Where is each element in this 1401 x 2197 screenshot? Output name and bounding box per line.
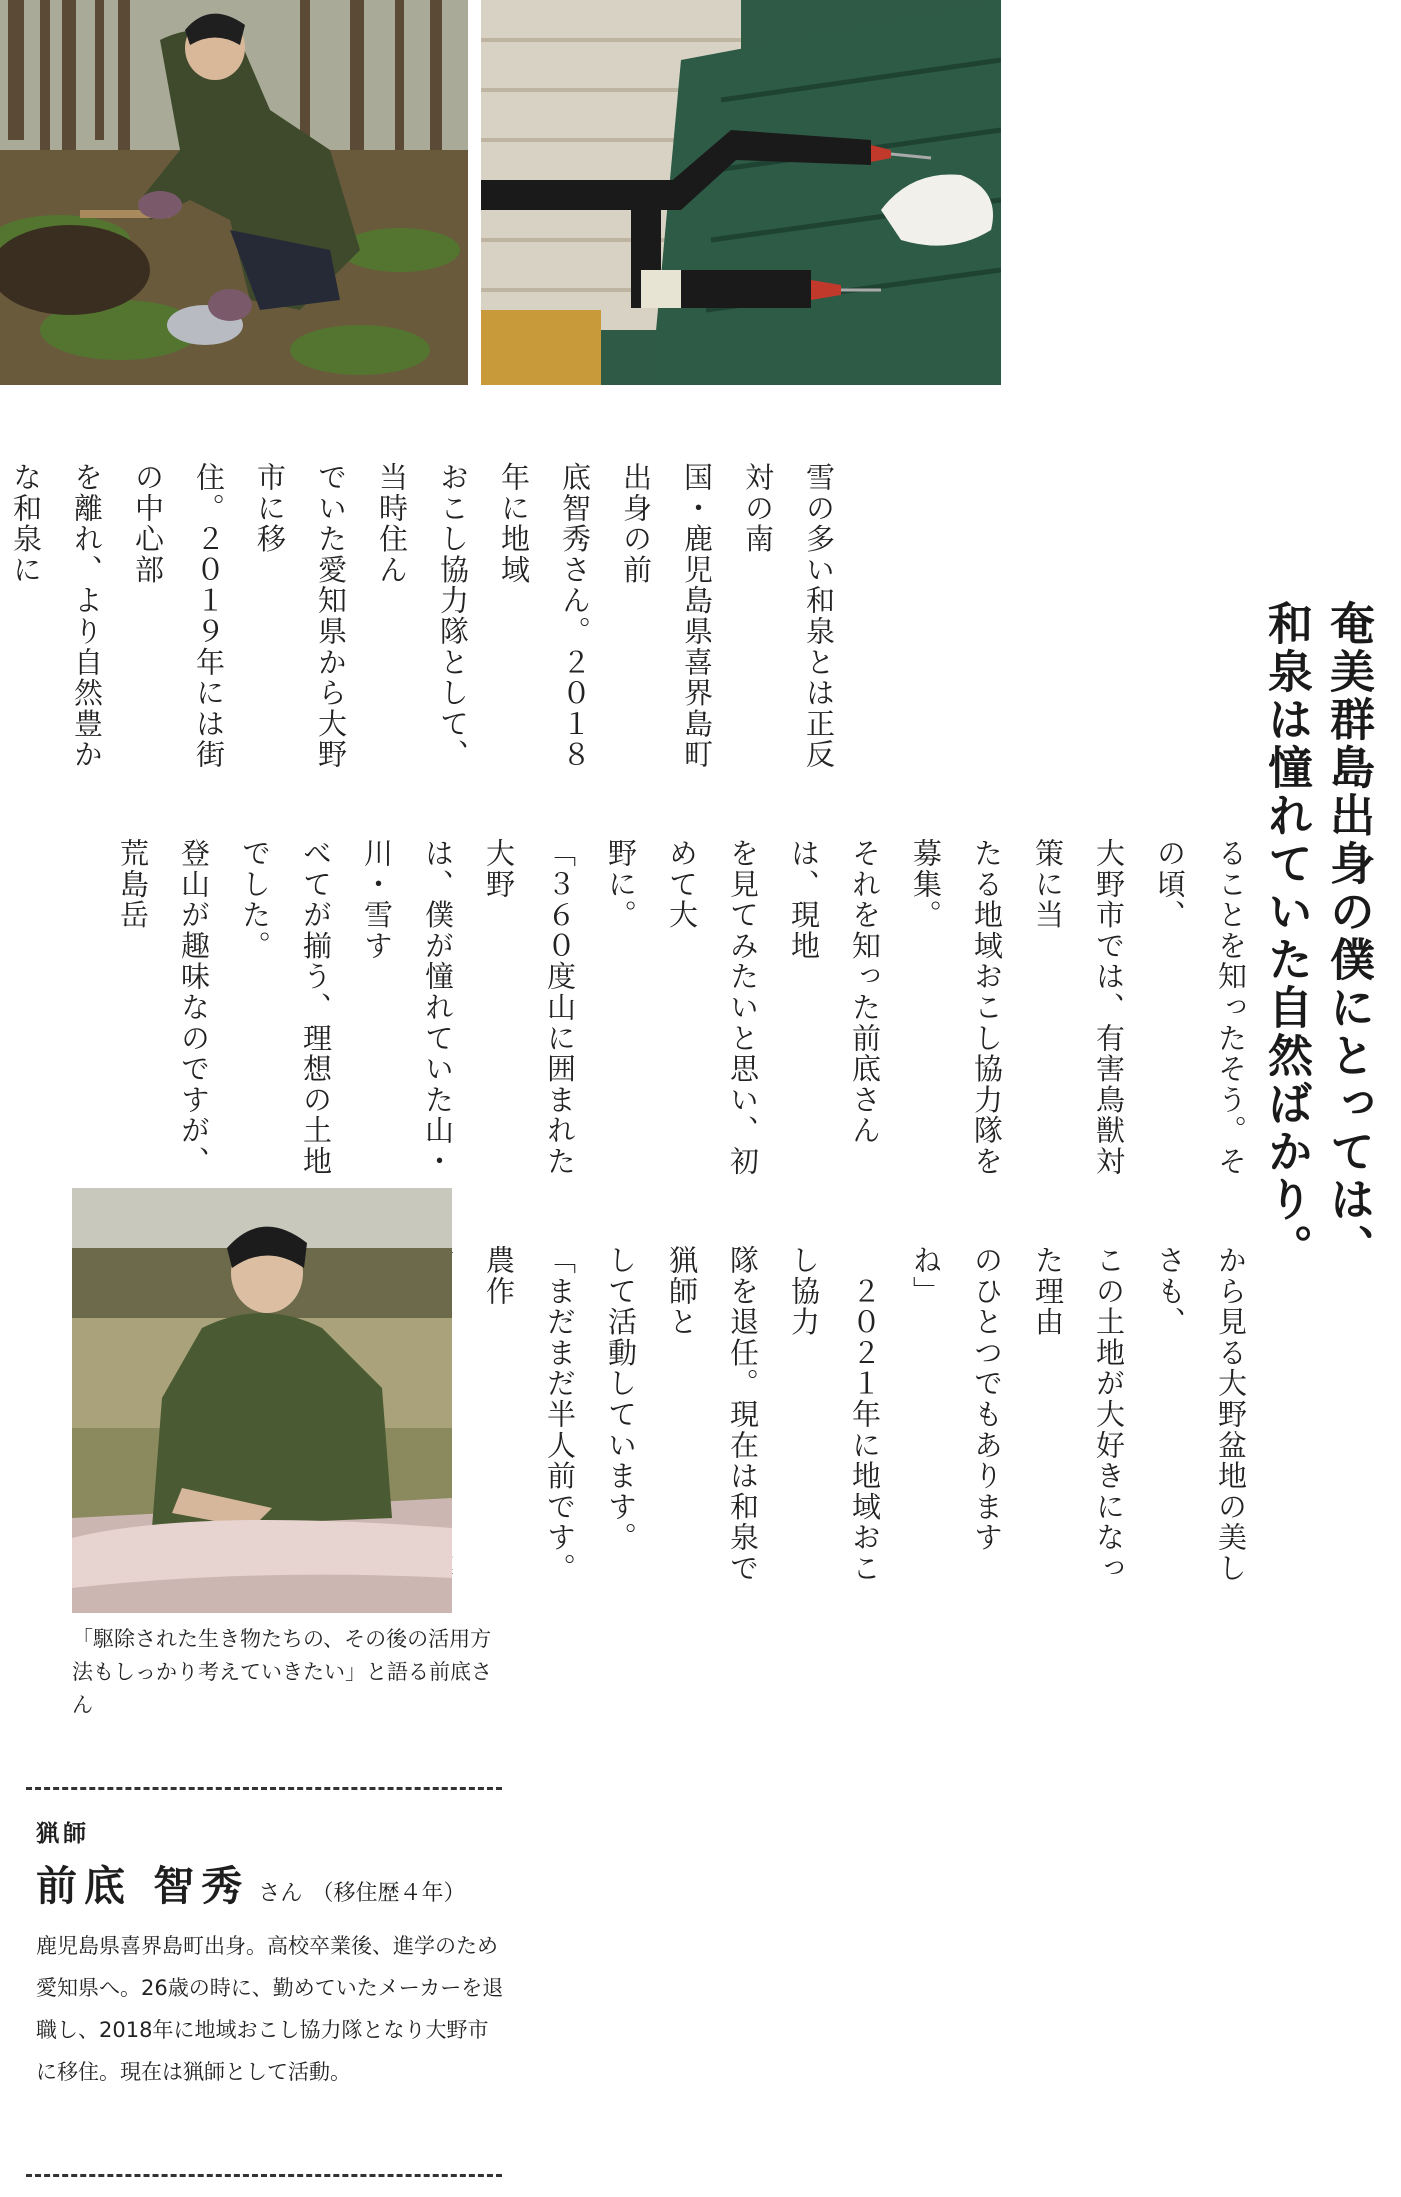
profile-name-row bbox=[36, 1853, 466, 1912]
profile-bio: 鹿児島県喜界島町出身。高校卒業後、進学のため愛知県へ。26歳の時に、勤めていたメーカーを退職し、2018年に地域おこし協力隊となり大野市に移住。現在は猟師として活動。 bbox=[36, 1934, 504, 2084]
body-block-1 bbox=[0, 462, 849, 792]
headline bbox=[1255, 600, 1379, 1272]
body-text-2: ることを知ったそう。その頃、 大野市では、有害鳥獣対策に当 たる地域おこし協力隊を募集。 それを知った前底さんは、現地 を見てみたいと思い、初めて大 野に。 「３６０度山に囲まれた大野 は、僕が憧れていた山・川・雪す べてが揃う、理想の土地でした。 登山が趣味なのですが、荒島岳 bbox=[116, 838, 1248, 1177]
profile-name: 前底 智秀 bbox=[36, 1862, 250, 1910]
photo-portrait bbox=[72, 1188, 452, 1613]
body-text-1: 雪の多い和泉とは正反対の南 国・鹿児島県喜界島町出身の前 底智秀さん。２０１８年に地域 おこし協力隊として、当時住ん でいた愛知県から大野市に移 住。２０１９年には街の中心部 を離れ、より自然豊かな和泉に bbox=[9, 462, 836, 770]
divider-bottom bbox=[26, 2174, 502, 2177]
divider-top bbox=[26, 1787, 502, 1790]
photo-trap-tool bbox=[481, 0, 1001, 385]
photo-forest-hunter bbox=[0, 0, 468, 385]
profile-history: （移住歴４年） bbox=[311, 1881, 466, 1906]
headline-line2: 和泉は憧れていた自然ばかり。 bbox=[1260, 600, 1313, 1272]
profile-honorific: さん bbox=[258, 1881, 303, 1906]
headline-line1: 奄美群島出身の僕にとっては、 bbox=[1322, 600, 1375, 1272]
body-text-3: から見る大野盆地の美しさも、 この土地が大好きになった理由 のひとつでもありますね」 ２０２１年に地域おこし協力 隊を退任。現在は和泉で猟師と して活動しています。 「まだまだ半人前です。農作 bbox=[482, 1245, 1248, 1584]
body-block-2 bbox=[102, 838, 1261, 1183]
profile-role: 猟師 bbox=[36, 1821, 90, 1847]
photo-caption: 「駆除された生き物たちの、その後の活用方法もしっかり考えていきたい」と語る前底さん bbox=[72, 1627, 492, 1717]
